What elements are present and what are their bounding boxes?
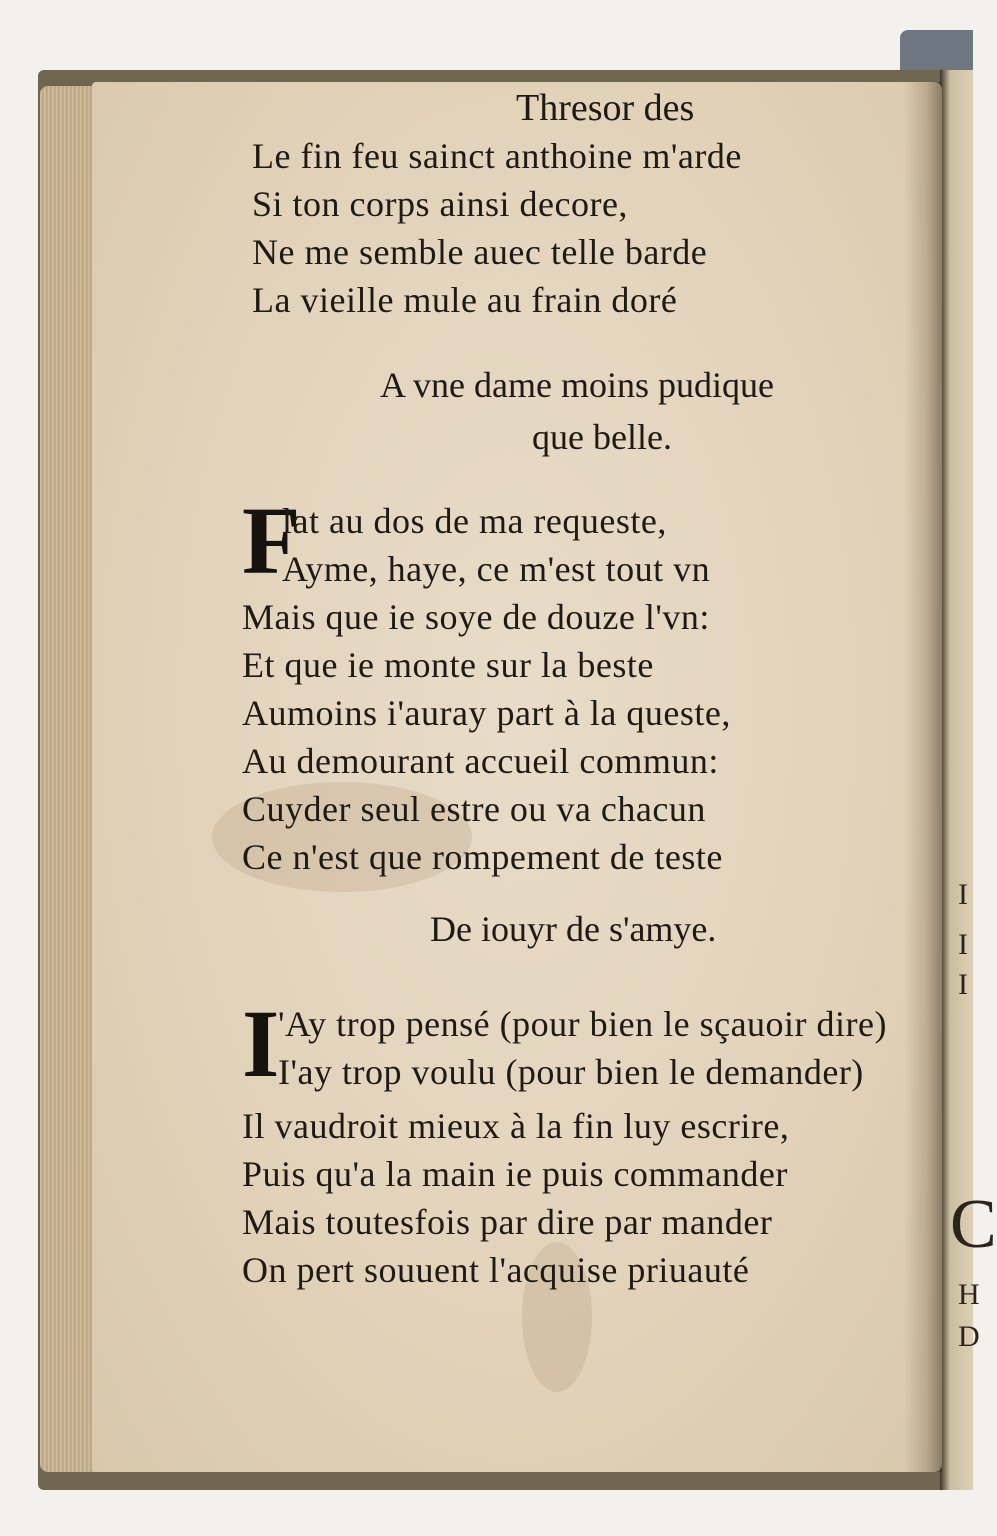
facing-page-glyph: D	[958, 1320, 980, 1353]
verse-line: 'Ay trop pensé (pour bien le sçauoir dire)	[278, 1004, 887, 1044]
page-edges	[40, 86, 100, 1472]
verse-line: Puis qu'a la main ie puis commander	[242, 1154, 788, 1194]
poem-title-1-line2: que belle.	[532, 417, 672, 457]
stanza-3	[242, 1102, 789, 1294]
verse-line: Ne me semble auec telle barde	[252, 232, 708, 272]
verse-line: Et que ie monte sur la beste	[242, 645, 654, 685]
verse-line: lat au dos de ma requeste,	[282, 501, 667, 541]
verse-line: Ayme, haye, ce m'est tout vn	[282, 549, 711, 589]
verse-line: Mais que ie soye de douze l'vn:	[242, 597, 710, 637]
running-head: Thresor des	[516, 87, 695, 129]
book-page	[92, 82, 942, 1472]
verse-line: Au demourant accueil commun:	[242, 741, 719, 781]
verse-line: Mais toutesfois par dire par mander	[242, 1202, 773, 1242]
facing-page-glyph: I	[958, 928, 968, 961]
facing-page-glyph: H	[958, 1278, 980, 1311]
verse-line: On pert souuent l'acquise priuauté	[242, 1250, 750, 1290]
verse-line: Il vaudroit mieux à la fin luy escrire,	[242, 1106, 790, 1146]
verse-line: Le fin feu sainct anthoine m'arde	[252, 136, 742, 176]
verse-line: Cuyder seul estre ou va chacun	[242, 789, 706, 829]
poem-title-1-line1: A vne dame moins pudique	[380, 365, 774, 405]
drop-cap-i: I	[242, 990, 280, 1097]
stanza-1	[252, 132, 742, 324]
facing-page-glyph: I	[958, 968, 968, 1001]
stanza-3-opening	[242, 990, 932, 1100]
verse-line: Aumoins i'auray part à la queste,	[242, 693, 731, 733]
verse-line: Ce n'est que rompement de teste	[242, 837, 723, 877]
verse-line: I'ay trop voulu (pour bien le demander)	[278, 1052, 864, 1092]
facing-page-glyph: I	[958, 878, 968, 911]
poem-title-2: De iouyr de s'amye.	[430, 909, 717, 949]
page-gutter-shadow	[904, 82, 942, 1472]
verse-line: La vieille mule au frain doré	[252, 280, 678, 320]
facing-page-glyph: C	[950, 1186, 997, 1263]
drop-cap-f: F	[242, 487, 301, 594]
facing-page-strip	[940, 70, 997, 1490]
stanza-2	[242, 487, 882, 917]
verse-line: Si ton corps ainsi decore,	[252, 184, 628, 224]
